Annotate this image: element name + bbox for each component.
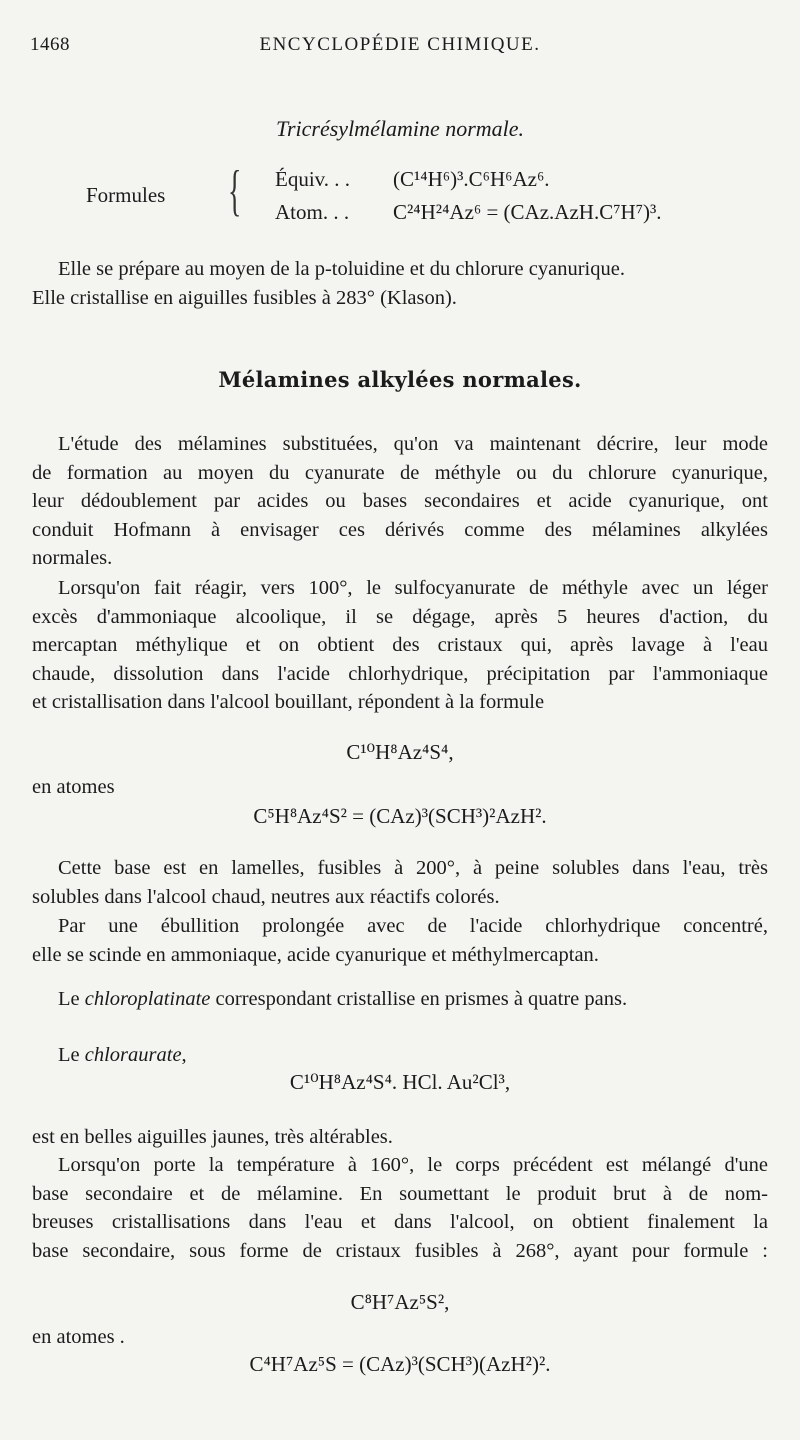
en-atomes-label-2: en atomes . (32, 1326, 125, 1348)
text-line: L'étude des mélamines substituées, qu'on va maintenant décrire, leur mode (58, 433, 768, 455)
text-line: leur dédoublement par acides ou bases secondaires et acide cyanurique, ont (32, 490, 768, 513)
text-line: elle se scinde en ammoniaque, acide cyanurique et méthylmercaptan. (32, 943, 599, 966)
formula-equiv-secondary: C⁸H⁷Az⁵S², (350, 1290, 450, 1314)
text-line (32, 1041, 768, 1070)
paragraph-preparation (32, 255, 768, 312)
text-line: de formation au moyen du cyanurate de méthyle ou du chlorure cyanurique, (32, 461, 768, 484)
formula-chloraurate: C¹⁰H⁸Az⁴S⁴. HCl. Au²Cl³, (289, 1070, 511, 1094)
brace-icon: { (228, 160, 242, 222)
italic-term: chloraurate (84, 1044, 182, 1066)
equiv-formula-row (275, 167, 550, 192)
paragraph-chloraurate (32, 1041, 768, 1070)
text-line: Lorsqu'on fait réagir, vers 100°, le sulfocyanurate de méthyle avec un léger (58, 577, 768, 599)
text-line: excès d'ammoniaque alcoolique, il se dégage, après 5 heures d'action, du (32, 605, 768, 628)
atom-formula-row (275, 200, 662, 225)
equiv-formula: (C¹⁴H⁶)³.C⁶H⁶Az⁶. (393, 167, 550, 191)
text-line: mercaptan méthylique et on obtient des cristaux qui, après lavage à l'eau (32, 634, 768, 657)
en-atomes-label: en atomes (32, 776, 115, 798)
text-line: chaude, dissolution dans l'acide chlorhydrique, précipitation par l'ammoniaque (32, 662, 768, 685)
paragraph-aiguilles (32, 1123, 768, 1152)
text-line: Cette base est en lamelles, fusibles à 200°, à peine solubles dans l'eau, très (58, 857, 768, 879)
equiv-label: Équiv. . . (275, 167, 351, 191)
section-heading-melamines-alkylees: Mélamines alkylées normales. (218, 367, 582, 392)
italic-term: chloroplatinate (84, 988, 211, 1010)
text-line: est en belles aiguilles jaunes, très altérables. (32, 1126, 393, 1148)
running-title: ENCYCLOPÉDIE CHIMIQUE. (259, 34, 541, 55)
formula-atom-base: C⁵H⁸Az⁴S² = (CAz)³(SCH³)²AzH². (253, 804, 547, 828)
section-title-tricresylmelamine: Tricrésylmélamine normale. (275, 116, 525, 141)
text-fragment: correspondant cristallise en prismes à quatre pans. (210, 988, 628, 1010)
formula-equiv-base: C¹⁰H⁸Az⁴S⁴, (346, 740, 454, 764)
text-line: Lorsqu'on porte la température à 160°, le corps précédent est mélangé d'une (58, 1154, 768, 1176)
text-line: Par une ébullition prolongée avec de l'acide chlorhydrique concentré, (58, 915, 768, 937)
text-line: conduit Hofmann à envisager ces dérivés comme des mélamines alkylées (32, 518, 768, 541)
text-fragment: , (181, 1044, 187, 1066)
text-line: Elle cristallise en aiguilles fusibles à 283° (Klason). (32, 286, 457, 309)
text-line: Elle se prépare au moyen de la p-toluidine et du chlorure cyanurique. (58, 258, 625, 280)
text-line: solubles dans l'alcool chaud, neutres aux réactifs colorés. (32, 885, 500, 908)
text-line: breuses cristallisations dans l'eau et dans l'alcool, on obtient finalement la (32, 1211, 768, 1234)
paragraph-introduction (32, 430, 768, 573)
text-line: normales. (32, 547, 113, 570)
text-line (32, 985, 768, 1014)
paragraph-properties (32, 854, 768, 911)
paragraph-temperature (32, 1151, 768, 1265)
text-fragment: Le (58, 1044, 85, 1066)
formula-atom-secondary: C⁴H⁷Az⁵S = (CAz)³(SCH³)(AzH²)². (249, 1352, 551, 1376)
paragraph-ebullition (32, 912, 768, 969)
text-line: base secondaire et de mélamine. En soumettant le produit brut à de nom- (32, 1182, 768, 1205)
atom-label: Atom. . . (275, 200, 350, 224)
paragraph-chloroplatinate (32, 985, 768, 1014)
text-fragment: Le (58, 988, 85, 1010)
text-line: et cristallisation dans l'alcool bouillant, répondent à la formule (32, 691, 545, 714)
page-number: 1468 (30, 34, 70, 55)
text-line: base secondaire, sous forme de cristaux fusibles à 268°, ayant pour formule : (32, 1239, 768, 1262)
formulas-label: Formules (86, 183, 166, 207)
atom-formula: C²⁴H²⁴Az⁶ = (CAz.AzH.C⁷H⁷)³. (393, 200, 662, 224)
paragraph-reaction (32, 574, 768, 717)
